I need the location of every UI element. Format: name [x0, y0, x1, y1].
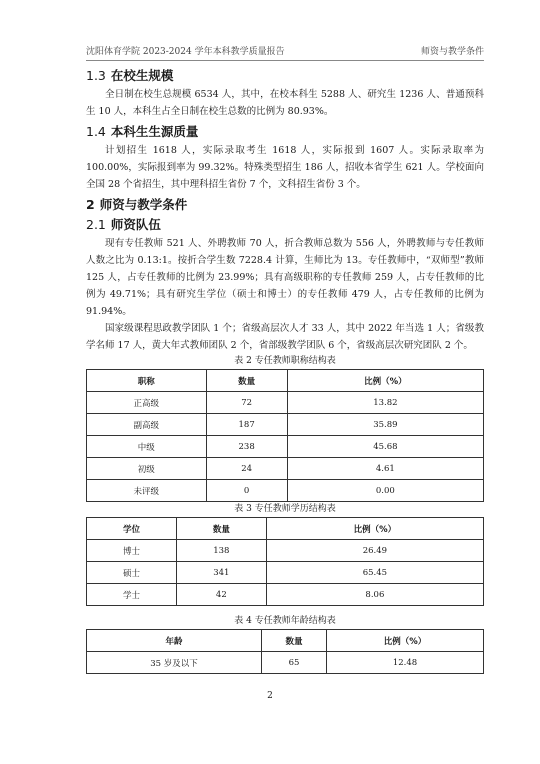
- table-row: [87, 480, 484, 502]
- table-header-cell: 数量: [176, 518, 266, 540]
- table-header-cell: 数量: [262, 630, 327, 652]
- table-header-cell: 比例（%）: [287, 370, 483, 392]
- table-cell: 中级: [87, 436, 207, 458]
- table-cell: 65: [262, 652, 327, 674]
- header-section: 师资与教学条件: [420, 47, 484, 57]
- table-cell: 0: [206, 480, 287, 502]
- spacer: [86, 606, 484, 614]
- table-cell: 65.45: [266, 562, 483, 584]
- table-row: [87, 562, 484, 584]
- section-number: 1.4: [86, 124, 106, 139]
- paragraph-teams: 国家级课程思政教学团队 1 个；省级高层次人才 33 人，其中 2022 年当选 1 人；省级教学名师 17 人，黄大年式教师团队 2 个，省部级教学团队 6 个，省级高层次研究团队 2 个。: [86, 323, 484, 351]
- table-cell: 35.89: [287, 414, 483, 436]
- table-row: [87, 414, 484, 436]
- table-cell: 24: [206, 458, 287, 480]
- page-content: [86, 64, 484, 674]
- table-header-cell: 比例（%）: [266, 518, 483, 540]
- table-cell: 26.49: [266, 540, 483, 562]
- table-cell: 72: [206, 392, 287, 414]
- table-3-caption: 表 3 专任教师学历结构表: [234, 504, 336, 514]
- section-title: 本科生生源质量: [110, 124, 199, 139]
- paragraph-admissions: 计划招生 1618 人，实际录取考生 1618 人，实际报到 1607 人。实际录取率为 100.00%，实际报到率为 99.32%。特殊类型招生 186 人，招收本省学生 621 人。学校面向全国 28 个省招生，其中理科招生省份 7 个，文科招生省份 3 个。: [86, 145, 484, 190]
- table-header-cell: 职称: [87, 370, 207, 392]
- table-row: [87, 584, 484, 606]
- table-degree-structure: [86, 517, 484, 606]
- section-heading-1-3: [86, 68, 484, 84]
- table-cell: 0.00: [287, 480, 483, 502]
- table-row: [87, 458, 484, 480]
- table-cell: 未评级: [87, 480, 207, 502]
- table-cell: 正高级: [87, 392, 207, 414]
- table-cell: 35 岁及以下: [87, 652, 262, 674]
- header-title: 沈阳体育学院 2023-2024 学年本科教学质量报告: [86, 47, 285, 57]
- table-4-caption: 表 4 专任教师年龄结构表: [234, 616, 336, 626]
- section-number: 2: [86, 197, 95, 212]
- table-cell: 187: [206, 414, 287, 436]
- page-number: 2: [267, 691, 273, 701]
- table-cell: 学士: [87, 584, 177, 606]
- table-header-cell: 比例（%）: [326, 630, 483, 652]
- section-heading-1-4: [86, 124, 484, 140]
- table-2-caption: 表 2 专任教师职称结构表: [234, 356, 336, 366]
- table-cell: 45.68: [287, 436, 483, 458]
- table-row: [87, 392, 484, 414]
- table-row: [87, 540, 484, 562]
- table-row: [87, 652, 484, 674]
- table-cell: 博士: [87, 540, 177, 562]
- table-cell: 12.48: [326, 652, 483, 674]
- section-heading-2-1: [86, 217, 484, 233]
- table-cell: 341: [176, 562, 266, 584]
- table-cell: 13.82: [287, 392, 483, 414]
- table-age-structure: [86, 629, 484, 674]
- table-header-cell: 年龄: [87, 630, 262, 652]
- section-title: 在校生规模: [110, 68, 174, 83]
- page-header: [86, 44, 484, 61]
- table-cell: 138: [176, 540, 266, 562]
- table-header-cell: 数量: [206, 370, 287, 392]
- table-cell: 4.61: [287, 458, 483, 480]
- table-header-row: [87, 630, 484, 652]
- section-number: 1.3: [86, 68, 106, 83]
- table-header-cell: 学位: [87, 518, 177, 540]
- paragraph-enrollment: 全日制在校生总规模 6534 人，其中，在校本科生 5288 人、研究生 1236 人、普通预科生 10 人，本科生占全日制在校生总数的比例为 80.93%。: [86, 89, 484, 117]
- table-title-structure: [86, 369, 484, 502]
- section-title: 师资队伍: [110, 217, 161, 232]
- table-cell: 硕士: [87, 562, 177, 584]
- table-header-row: [87, 518, 484, 540]
- table-cell: 初级: [87, 458, 207, 480]
- table-cell: 42: [176, 584, 266, 606]
- table-cell: 238: [206, 436, 287, 458]
- table-cell: 8.06: [266, 584, 483, 606]
- paragraph-faculty: 现有专任教师 521 人、外聘教师 70 人，折合教师总数为 556 人，外聘教师与专任教师人数之比为 0.13:1。按折合学生数 7228.4 计算，生师比为 13。专任教师中，“双师型”教师 125 人，占专任教师的比例为 23.99%；具有高级职称的专任教师 259 人，占专任教师的比例为 49.71%；具有研究生学位（硕士和博士）的专任教师 479 人，占专任教师的比例为 91.94%。: [86, 238, 484, 317]
- section-title: 师资与教学条件: [99, 197, 188, 212]
- table-header-row: [87, 370, 484, 392]
- table-row: [87, 436, 484, 458]
- section-number: 2.1: [86, 217, 106, 232]
- section-heading-2: [86, 197, 484, 213]
- table-cell: 副高级: [87, 414, 207, 436]
